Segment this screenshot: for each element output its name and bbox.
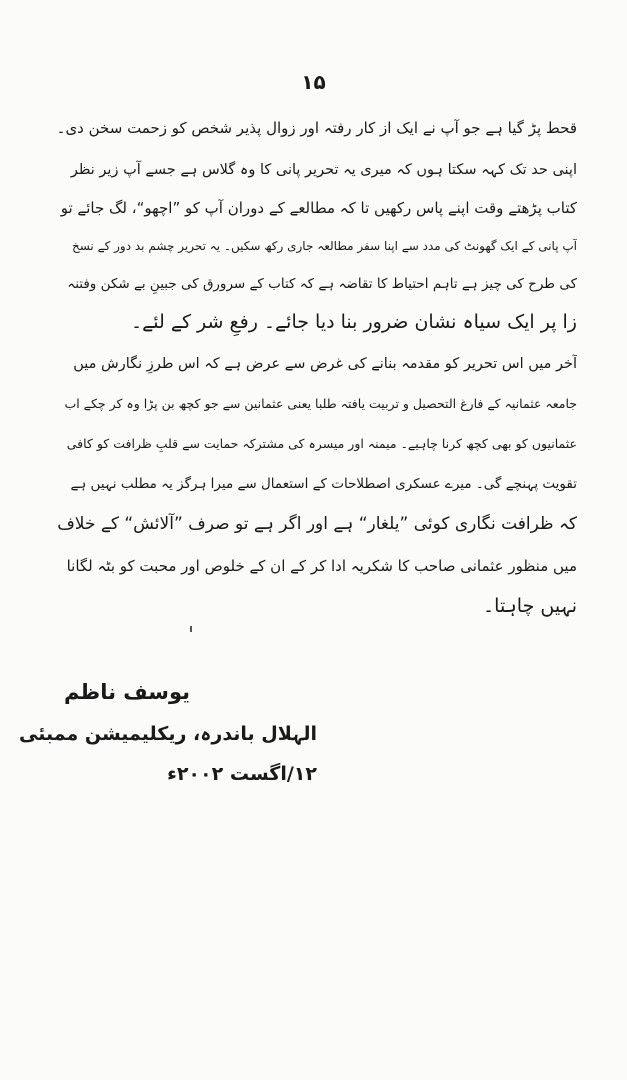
page-number: ۱۵ [301, 70, 326, 94]
signature-address: الہلال باندرہ، ریکلیمیشن ممبئی [19, 723, 317, 745]
text-line-6: زا پر ایک سیاہ نشان ضرور بنا دیا جائے۔ رفعِ شر کے لئے۔ [131, 311, 577, 333]
signature-name: یوسف ناظم [63, 680, 191, 704]
text-line-8: جامعہ عثمانیہ کے فارغ التحصیل و تربیت یافتہ طلبا یعنی عثمانین سے جو کچھ بن پڑا وہ کر چکے اب [64, 396, 577, 411]
text-line-9: عثمانیوں کو بھی کچھ کرنا چاہیے۔ میمنہ اور میسرہ کی مشترکہ حمایت سے قلبِ ظرافت کو کافی [66, 436, 577, 451]
text-line-1: قحط پڑ گیا ہے جو آپ نے ایک از کار رفتہ اور زوال پذیر شخص کو زحمت سخن دی۔ [57, 119, 577, 137]
ink-mark [190, 626, 192, 632]
text-line-12: میں منظور عثمانی صاحب کا شکریہ ادا کر کے ان کے خلوص اور محبت کو بٹہ لگانا [66, 557, 577, 575]
text-line-13: نہیں چاہتا۔ [483, 595, 577, 617]
text-line-11: کہ ظرافت نگاری کوئی ”یلغار“ ہے اور اگر ہے تو صرف ”آلائش“ کے خلاف [57, 514, 577, 534]
text-line-4: آپ پانی کے ایک گھونٹ کی مدد سے اپنا سفر مطالعہ جاری رکھ سکیں۔ یہ تحریر چشم بد دور کے نسخ [71, 239, 577, 253]
text-line-2: اپنی حد تک کہہ سکتا ہوں کہ میری یہ تحریر پانی کا وہ گلاس ہے جسے آپ زیر نظر [70, 162, 577, 178]
text-line-3: کتاب پڑھتے وقت اپنے پاس رکھیں تا کہ مطالعے کے دوران آپ کو ”اچھو“، لگ جائے تو [60, 199, 577, 217]
signature-date: ۱۲/اگست ۲۰۰۲ء [167, 763, 317, 785]
text-line-5: کی طرح کی چیز ہے تاہم احتیاط کا تقاضہ ہے کہ کتاب کے سرورق کی جبینِ بے شکن وفتنہ [67, 276, 577, 292]
text-line-7: آخر میں اس تحریر کو مقدمہ بنانے کی غرض سے عرض ہے کہ اس طرزِ نگارش میں [73, 356, 577, 372]
text-line-10: تقویت پہنچے گی۔ میرے عسکری اصطلاحات کے استعمال سے میرا ہرگز یہ مطلب نہیں ہے [70, 476, 577, 492]
